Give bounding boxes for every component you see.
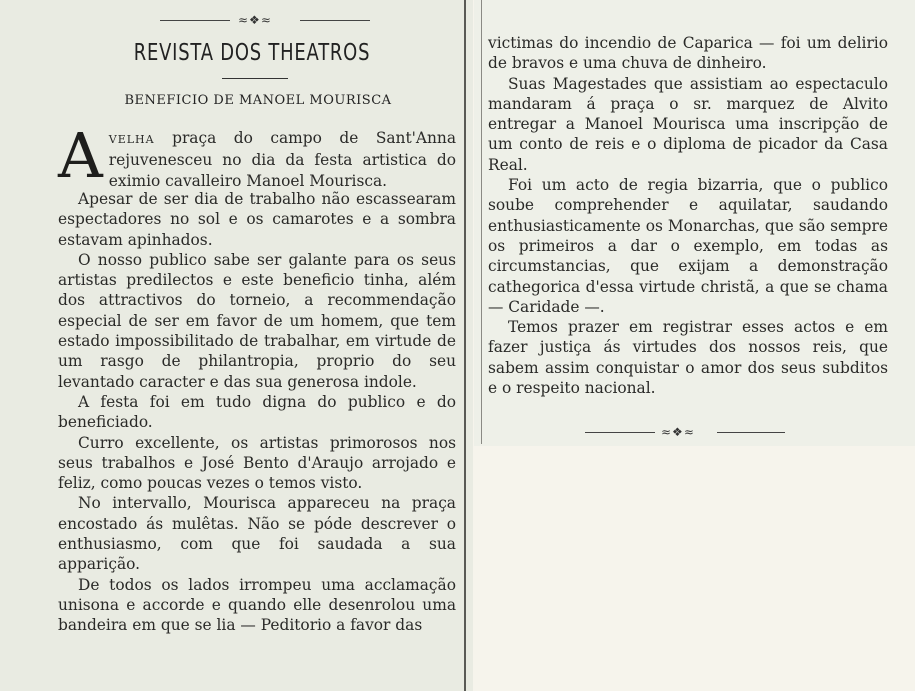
ornament-icon: ≈❖≈ <box>238 13 272 27</box>
paragraph: O nosso publico sabe ser galante para os seus artistas predilectos e este beneficio tinha, além dos attractivos do torneio, a recommendação especial de ser em favor de um homem, que tem estado impossibilitado de trabalhar, em virtude de um rasgo de philantropia, proprio do seu levantado caracter e das sua generosa indole. <box>58 250 456 391</box>
first-word-smallcaps: VELHA <box>108 133 155 146</box>
top-ornament <box>160 14 370 26</box>
title-divider <box>222 78 288 79</box>
first-paragraph <box>58 119 456 192</box>
column-divider <box>464 0 466 691</box>
paragraph: No intervallo, Mourisca appareceu na praça encostado ás mulêtas. Não se póde descrever o enthusiasmo, com que foi saudada a sua apparição. <box>58 494 456 574</box>
page-title: REVISTA DOS THEATROS <box>133 40 371 66</box>
paragraph: Apesar de ser dia de trabalho não escassearam espectadores no sol e os camarotes e a sombra estavam apinhados. <box>58 190 456 249</box>
paragraph: Suas Magestades que assistiam ao espectaculo mandaram á praça o sr. marquez de Alvito entregar a Manoel Mourisca uma inscripção de um conto de reis e o diploma de picador da Casa Real. <box>488 74 888 174</box>
ornament-icon: ≈❖≈ <box>661 425 695 439</box>
paragraph: Curro excellente, os artistas primorosos nos seus trabalhos e José Bento d'Araujo arrojado e feliz, como poucas vezes o temos visto. <box>58 433 456 493</box>
paragraph: Foi um acto de regia bizarria, que o publico soube comprehender e aquilatar, saudando enthusiasticamente os Monarchas, que são sempre os primeiros a dar o exemplo, em todas as circumstancias, que exijam a demonstração cathegorica d'essa virtude christã, a que se chama — Caridade —. <box>488 176 888 316</box>
end-ornament <box>585 426 785 438</box>
article-subtitle: BENEFICIO DE MANOEL MOURISCA <box>124 93 392 108</box>
left-column-text <box>58 189 456 636</box>
right-column-text <box>488 33 888 398</box>
first-paragraph-text: praça do campo de Sant'Anna rejuvenesceu no dia da festa artistica do eximio cavalleiro Manoel Mourisca. <box>108 129 456 190</box>
paragraph: De todos os lados irrompeu uma acclamação unisona e accorde e quando elle desenrolou uma bandeira em que se lia — Peditorio a favor das <box>58 575 456 635</box>
continuation-paragraph: victimas do incendio de Caparica — foi um delirio de bravos e uma chuva de dinheiro. <box>488 34 888 73</box>
drop-cap: A <box>58 119 103 192</box>
right-column-rule <box>481 0 482 444</box>
paragraph: Temos prazer em registrar esses actos e em fazer justiça ás virtudes dos nossos reis, que sabem assim conquistar o amor dos seus subditos e o respeito nacional. <box>488 318 888 398</box>
paragraph: A festa foi em tudo digna do publico e do beneficiado. <box>58 392 456 432</box>
